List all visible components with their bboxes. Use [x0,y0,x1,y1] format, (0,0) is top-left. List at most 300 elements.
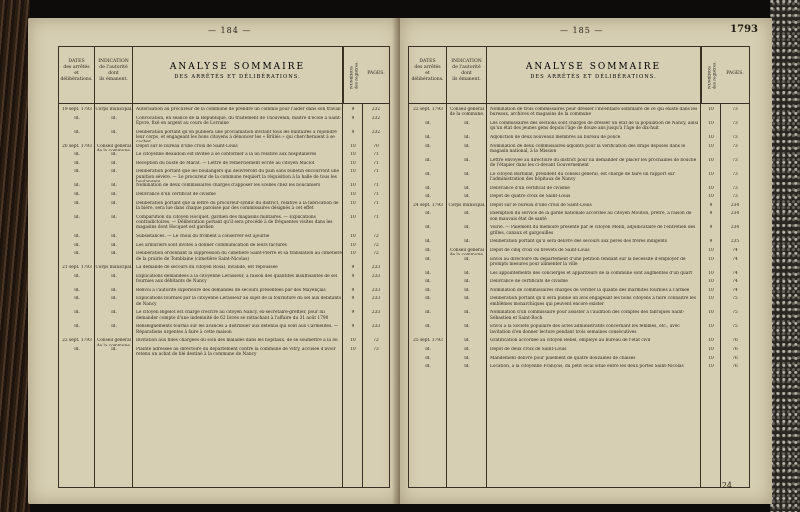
cell-authority: Id. [111,169,117,175]
cell-summary: Explications fournies par la citoyenne Lerasseur au sujet de la fourniture du sel aux débitants de Nancy [136,296,342,307]
cell-authority: Corps municipal. [95,265,133,271]
cell-date: Id. [74,214,80,220]
cell-authority: Id. [464,256,470,262]
header-title: ANALYSE SOMMAIRE [169,62,306,72]
cell-authority: Id. [464,338,470,344]
cell-summary: Renvoi à l'autorité supérieure des demandes de secours présentées par des Mayençais [136,287,326,293]
cell-summary: Nomination de deux commissaires chargés d'apposer les scellés chez les boucaniers [136,183,321,189]
cell-register-number: 10 [350,192,356,197]
cell-register-number: 10 [708,121,714,126]
table-row [409,135,749,142]
cell-summary: Explications demandées à la citoyenne Lerasseur, à raison des quantités insuffisantes de sel fournies aux débitants de Nancy [136,273,338,285]
table-row [409,121,749,134]
header-volumes: NUMÉROS des registres. [701,47,721,103]
table-row [59,130,389,143]
table-body [59,104,389,487]
cell-register-number: 9 [709,225,713,231]
table-row [59,338,389,345]
cell-date: Id. [425,185,431,191]
cell-date: Id. [425,347,431,352]
cell-page-number: 72 [373,251,379,257]
cell-register-number: 10 [350,160,356,166]
table-row [59,107,389,114]
table-row [409,239,749,246]
cell-page-number: 235 [730,239,740,245]
cell-date: Id. [74,129,80,135]
table-row [409,257,749,270]
cell-register-number: 9 [351,129,355,135]
signature-mark: 24 [721,481,732,490]
cell-summary: La demande de secours du citoyen Rosal, invalide, est repoussée [136,265,278,271]
cell-summary: Plainte adressée au directoire du département contre la commune de Vitry, accusée d'avoir retenu un achat de blé destiné à la commune de Nancy [136,347,336,358]
cell-summary: Gratification accordée au citoyen Rebel, employé au bureau de l'état civil [490,338,651,344]
table-row [409,144,749,157]
cell-date: Id. [74,251,80,257]
table-row [409,271,749,278]
cell-summary: Dépôt de quatre croix de Saint-Louis [490,194,571,200]
table-row [59,265,389,272]
cell-page-number: 73 [732,185,738,191]
cell-summary: Invitation aux filles chargées du soin des malades dans les hôpitaux, de se soumettre à la loi [136,338,338,344]
header-pages: PAGES. [726,71,744,76]
table-row [409,356,749,363]
cell-date: Id. [425,121,431,126]
cell-summary: Mandement délivré pour paiement de quatre douzaines de chaises [490,355,636,361]
cell-summary: Renseignements fournis sur les avances à distribuer aux détenus qui sont aux Carmélites. — Réparations urgentes à faire à cette maison [136,324,339,335]
table-row [409,324,749,337]
table-row [59,183,389,190]
cell-summary: Délibération portant qu'il sera délivré des secours aux pères des frères indigents [490,239,668,245]
table-row [409,279,749,286]
table-row [409,194,749,201]
cell-page-number: 234 [730,225,740,231]
cell-date: Id. [74,234,80,239]
header-analysis [133,47,343,103]
table-row [59,274,389,287]
cell-page-number: 73 [732,107,738,112]
cell-date: Id. [425,296,431,302]
cell-page-number: 233 [371,324,381,330]
cell-date: Id. [74,273,80,279]
cell-authority: Id. [464,347,470,352]
table-body [409,104,749,487]
table-row [59,324,389,337]
cell-register-number: 10 [350,152,356,158]
cell-date: Id. [425,270,431,276]
cell-page-number: 233 [371,310,381,316]
table-row [409,107,749,120]
table-row [59,152,389,159]
cell-page-number: 71 [373,183,379,189]
cell-summary: Comparution du citoyen Hocquet, gardien des magasins militaires. — Explications contradictoires. — Délibération portant qu'il sera procédé à de fréquentes visites dans les magasins dont Hocquet est gardien [136,214,333,231]
cell-summary: Dépôt de cinq croix ou brevets de Saint-Louis [490,248,590,253]
cell-authority: Id. [111,200,117,206]
table-header [409,47,749,104]
left-page [28,18,400,504]
cell-register-number: 10 [350,234,356,239]
cell-date: Id. [425,310,431,316]
cell-date: Id. [74,242,80,248]
cell-register-number: 10 [350,143,356,149]
table-row [409,364,749,371]
cell-authority: Id. [111,192,117,197]
cell-page-number: 72 [373,338,379,344]
cell-page-number: 234 [730,202,740,208]
cell-authority: Id. [111,324,117,330]
cell-authority: Id. [111,296,117,302]
cell-register-number: 10 [708,248,714,253]
cell-register-number: 10 [350,251,356,257]
table-row [409,248,749,255]
cell-authority: Id. [111,214,117,220]
cell-date: 22 sept. 1793 [413,107,443,112]
table-row [59,243,389,250]
cell-authority: Id. [111,347,117,352]
cell-register-number: 9 [351,107,355,112]
cell-summary: Les armuriers sont invités à donner communication de leurs factures [136,242,287,248]
cell-register-number: 9 [351,273,355,279]
header-dates: DATES des arrêtés et délibérations. [409,47,447,103]
cell-authority: Id. [464,143,470,149]
cell-register-number: 9 [709,211,713,217]
cell-summary: Adjonction de deux nouveaux membres au bureau de police [490,135,621,140]
cell-page-number: 232 [371,107,381,112]
table-row [59,144,389,151]
cell-date: Id. [74,183,80,189]
cell-page-number: 71 [373,152,379,158]
cell-register-number: 9 [709,239,713,245]
cell-authority: Id. [464,185,470,191]
cell-date: Id. [425,143,431,149]
cell-summary: Lettre envoyée au directoire du district pour lui demander de placer les prochaines de bouche de l'étapier dans les ci-devant Gouvernement [490,157,697,168]
cell-date: Id. [425,157,431,163]
table-row [59,347,389,360]
cell-register-number: 10 [708,287,714,293]
cell-date: Id. [425,171,431,177]
cell-date: Id. [74,347,80,352]
cell-summary: Envoi à la Société populaire des actes administratifs concernant les femmes, etc., avec invitation d'en donner lecture pendant trois semaines consécutives [490,324,680,335]
cell-authority: Id. [111,115,117,121]
header-volumes: NUMÉROS des registres. [343,47,363,103]
cell-authority: Id. [464,157,470,163]
cell-summary: Exemption du service de la garde nationale accordée au citoyen Mouton, prêtre, à raison de son mauvais état de santé [490,211,692,222]
table-row [59,215,389,233]
cell-summary: Subsistances. — Le choix du froment à conserver est ajourné [136,234,270,239]
cell-page-number: 73 [373,347,379,352]
cell-summary: Délibération portant qu'on publiera une proclamation invitant tous les militaires à rejoindre leur corps, et engageant les bons citoyens à dénoncer les « Brûlés » qui chercheraient à se [136,129,337,140]
cell-authority: Conseil général [96,338,132,344]
cell-page-number: 233 [371,287,381,293]
cell-date: Id. [425,239,431,245]
cell-authority: Id. [111,152,117,158]
page-number: — 185 — [560,26,604,35]
table-row [59,288,389,295]
table-row [59,201,389,214]
cell-authority: Id. [464,135,470,140]
cell-page-number: 71 [373,192,379,197]
cell-authority: Id. [464,121,470,126]
cell-page-number: 234 [730,211,740,217]
cell-register-number: 10 [708,171,714,177]
table-row [409,288,749,295]
cell-register-number: 9 [351,324,355,330]
cell-page-number: 74 [732,287,738,293]
table-row [409,296,749,309]
cell-authority: Id. [464,310,470,316]
cell-register-number: 10 [708,364,714,370]
cell-register-number: 10 [708,157,714,163]
cell-register-number: 10 [350,242,356,248]
cell-summary: Délibération portant que la lettre du procureur-syndic du district, relative à la fabrication de la bière, sera lue dans chaque paroisse par des commissaires désignés à cet effet [136,200,339,211]
header-subtitle: DES ARRÊTÉS ET DÉLIBÉRATIONS. [530,74,657,80]
cell-page-number: 73 [732,171,738,177]
cell-register-number: 10 [708,135,714,140]
cell-date: 22 sept. 1793 [62,338,92,344]
cell-authority: Id. [111,183,117,189]
cell-register-number: 10 [708,194,714,200]
table-row [409,172,749,185]
header-subtitle: DES ARRÊTÉS ET DÉLIBÉRATIONS. [174,74,301,80]
cell-register-number: 10 [350,200,356,206]
cell-date: 24 sept. 1793 [413,202,443,208]
cell-date: Id. [425,225,431,231]
table-row [409,225,749,238]
cell-register-number: 10 [350,169,356,175]
cell-summary: Dépôt sur le bureau d'une croix de Saint-Louis [490,202,592,208]
cell-page-number: 73 [732,157,738,163]
register-table [58,46,390,488]
cell-authority: Id. [464,211,470,217]
cell-authority: Id. [464,364,470,370]
cell-authority: Id. [464,239,470,245]
table-row [409,347,749,354]
cell-authority: Id. [464,225,470,231]
cell-authority: Id. [464,287,470,293]
cell-date: Id. [74,324,80,330]
cell-summary: Le citoyen Bigelot est chargé d'écrire au citoyen Nancy, ex-secrétaire-greffier, pour lui demander compte d'une indemnité de 62 livres se rattachant à l'affaire du 31 août 1790 [136,310,329,321]
cell-register-number: 10 [350,183,356,189]
cell-summary: Nomination d'un commissaire pour assister à l'audition des comptes des fabriques Saint-Sébastien et Saint-Roch [490,310,685,321]
cell-date: Id. [425,355,431,361]
cell-date: Id. [74,287,80,293]
cell-summary: Les commissaires des sections sont chargés de dresser un état de la population de Nancy, ainsi qu'un état des jeunes gens depuis l'âge de douze ans jusqu'à l'âge de dix-huit [490,121,699,132]
cell-date: Id. [425,324,431,330]
cell-page-number: 74 [732,248,738,253]
cell-date: Id. [425,248,431,253]
cell-page-number: 74 [732,256,738,262]
table-row [409,310,749,323]
table-row [59,169,389,182]
cell-summary: Le citoyenne Beaudoin est invitée à se conformer à la loi relative aux hospitalières [136,152,317,158]
cell-register-number: 10 [350,338,356,344]
cell-page-number: 73 [732,135,738,140]
cell-summary: Délibération ordonnant la suppression du cimetière Saint-Pierre et sa translation au cimetière de la prairie de Tomblaine (cimetière Saint-Nicolas) [136,251,342,262]
cell-page-number: 74 [732,270,738,276]
cell-page-number: 73 [732,121,738,126]
cell-page-number: 76 [732,364,738,370]
cell-authority: Id. [111,310,117,316]
cell-date: Id. [74,200,80,206]
cell-authority: Id. [464,194,470,200]
cell-page-number: 73 [732,143,738,149]
table-row [59,234,389,241]
cell-summary: Dépôt sur le bureau d'une croix de Saint-Louis [136,143,238,149]
cell-date: Id. [74,152,80,158]
cell-authority: Id. [111,234,117,239]
cell-summary: Délivrance d'un certificat de civisme [136,192,216,197]
cell-date: 20 sept. 1793 [62,143,92,149]
cell-authority: Id. [111,251,117,257]
cell-authority: Id. [464,279,470,285]
cell-register-number: 9 [351,310,355,316]
table-header [59,47,389,104]
cell-authority: Conseil général de la commune. [449,107,485,118]
cell-page-number: 74 [732,279,738,285]
cell-summary: Délibération portant qu'il sera publié un avis engageant les bons citoyens à faire connaître les emblèmes monarchiques qui peuvent encore exister [490,296,696,307]
cell-register-number: 10 [350,347,356,352]
cell-authority: Id. [464,270,470,276]
register-table [408,46,750,488]
cell-register-number: 10 [350,214,356,220]
table-row [409,211,749,224]
cell-register-number: 9 [709,202,713,208]
cell-summary: Les appointements des concierges et appariteurs de la commune sont augmentés d'un quart [490,270,693,276]
cell-date: Id. [425,135,431,140]
cell-page-number: 71 [373,214,379,220]
cell-authority: Corps municipal. [95,107,133,112]
cell-register-number: 10 [708,355,714,361]
cell-date: Id. [74,296,80,302]
cell-page-number: 72 [373,242,379,248]
header-analysis [487,47,701,103]
cell-page-number: 76 [732,338,738,344]
cell-register-number: 9 [351,287,355,293]
cell-authority: Corps municipal. [448,202,486,208]
cell-authority: Id. [111,160,117,166]
cell-register-number: 10 [708,338,714,344]
cell-date: Id. [425,211,431,217]
cell-summary: Nomination de commissaires chargés de vérifier la qualité des marmites fournies à l'armée [490,287,690,293]
cell-date: Id. [425,194,431,200]
header-authority: INDICATION de l'autorité dont ils émanent. [95,47,133,103]
cell-authority: Id. [111,287,117,293]
cell-page-number: 233 [371,273,381,279]
cell-page-number: 75 [732,310,738,316]
year-label: 1793 [730,24,758,35]
header-dates: DATES des arrêtés et délibérations. [59,47,95,103]
cell-page-number: 233 [371,265,381,271]
cell-register-number: 9 [351,265,355,271]
book-cover-right [770,0,800,512]
cell-authority: Conseil général [449,248,485,253]
cell-summary: Convocation, en séance de la République, du traitement de Thouvenin, maître d'école à Saint-Epvre, fixé en argent au cours de Lorraine [136,115,342,126]
cell-date: Id. [425,279,431,285]
cell-page-number: 75 [732,324,738,330]
cell-register-number: 10 [708,185,714,191]
header-pages: PAGES. [367,71,385,76]
cell-page-number: 72 [373,234,379,239]
cell-summary: Location, à la citoyenne François, du petit local situé entre les deux portes Saint-Nicolas [490,364,684,370]
cell-register-number: 10 [708,347,714,352]
cell-summary: Délivrance de certificats de civisme [490,279,568,285]
page-number: — 184 — [208,26,252,35]
book-edge-left [0,0,30,512]
right-page [400,18,772,504]
cell-date: 19 sept. 1793 [62,107,92,112]
cell-register-number: 10 [708,143,714,149]
cell-authority: Conseil général [96,143,132,149]
cell-date: 21 sept. 1793 [62,265,92,271]
cell-register-number: 10 [708,279,714,285]
cell-summary: Autorisation au procureur de la commune de prendre un commis pour l'aider dans son travail [136,107,341,112]
cell-date: Id. [425,256,431,262]
cell-register-number: 9 [351,115,355,121]
cell-authority: Id. [111,129,117,135]
cell-authority: Id. [111,273,117,279]
header-authority: INDICATION de l'autorité dont ils émanent. [447,47,487,103]
cell-page-number: 232 [371,129,381,135]
cell-authority: Id. [464,171,470,177]
cell-summary: Nomination de deux commissaires-adjoints pour la vérification des draps déposés dans le magasin national, à la Mission [490,143,686,154]
cell-summary: Délivrance d'un certificat de civisme [490,185,570,191]
cell-register-number: 10 [708,310,714,316]
cell-summary: Délibération portant que les boulangers qui délivreront du pain sans bulletin encourront une punition sévère. — Le procureur de la commune requiert la réquisition à la halle de tous les [136,169,340,180]
cell-register-number: 10 [708,324,714,330]
cell-page-number: 76 [732,355,738,361]
cell-page-number: 75 [732,296,738,302]
table-row [59,116,389,129]
table-row [59,251,389,264]
cell-page-number: 76 [732,347,738,352]
cell-summary: Envoi au directoire du département d'une pétition tendant sur la nécessité d'employer de prompts mesures pour alimenter la ville [490,256,686,267]
table-row [409,186,749,193]
cell-page-number: 71 [373,169,379,175]
cell-authority: Id. [111,242,117,248]
cell-register-number: 9 [351,296,355,302]
cell-register-number: 10 [708,270,714,276]
cell-summary: Nomination de trois commissaires pour dresser l'inventaire sommaire de ce qui existe dans les bureaux, archives et magasins de la commune [490,107,698,118]
cell-summary: Le citoyen Barbillat, président du conseil général, est chargé de faire un rapport sur l'administration des hôpitaux de Nancy [490,171,675,182]
cell-date: Id. [74,192,80,197]
cell-page-number: 71 [373,160,379,166]
cell-date: Id. [425,287,431,293]
table-row [59,192,389,199]
cell-date: Id. [74,115,80,121]
table-row [409,338,749,345]
cell-summary: Dépôt de deux croix de Saint-Louis [490,347,567,352]
table-row [409,158,749,171]
cell-register-number: 10 [708,107,714,112]
header-title: ANALYSE SOMMAIRE [525,62,662,72]
cell-register-number: 10 [708,256,714,262]
table-row [59,296,389,309]
cell-page-number: 232 [371,115,381,121]
cell-register-number: 10 [708,296,714,302]
cell-authority: Id. [464,355,470,361]
cell-date: Id. [74,160,80,166]
cell-date: Id. [425,364,431,370]
table-row [59,161,389,168]
cell-date: Id. [74,310,80,316]
table-row [59,310,389,323]
cell-summary: Voirie. — Paiement du mémoire présenté par le citoyen Mélin, adjudicataire de l'entretien des grilles, canaux et gargouilles [490,225,696,236]
cell-date: Id. [74,169,80,175]
cell-date: 25 sept. 1793 [413,338,443,344]
cell-page-number: 73 [732,194,738,200]
table-row [409,203,749,210]
cell-page-number: 233 [371,296,381,302]
cell-authority: Id. [464,296,470,302]
